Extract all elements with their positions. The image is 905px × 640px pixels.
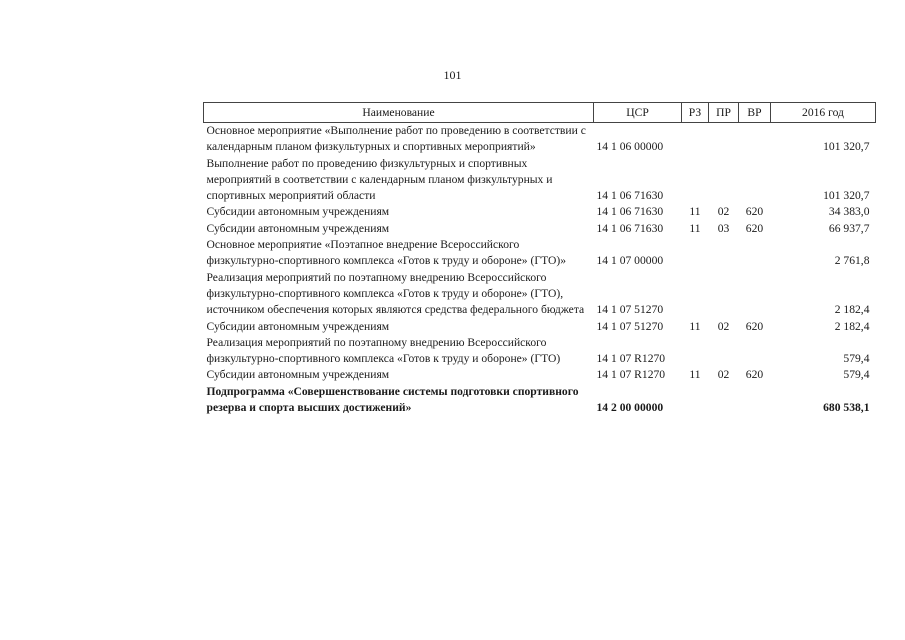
row-amount: 66 937,7 — [828, 221, 870, 235]
row-amount: 34 383,0 — [828, 205, 870, 219]
row-rz: 11 — [689, 319, 701, 333]
header-rz: РЗ — [682, 103, 709, 123]
row-name: Выполнение работ по проведению физкультурных и спортивных мероприятий в соответствии с календарным планом физкультурных и спортивных мероприятий области — [206, 156, 553, 203]
row-csr: 14 1 06 71630 — [596, 189, 664, 203]
row-csr: 14 1 07 R1270 — [596, 352, 666, 366]
row-csr: 14 1 06 71630 — [596, 205, 664, 219]
row-rz — [682, 237, 709, 270]
header-year: 2016 год — [771, 103, 876, 123]
row-csr: 14 1 07 51270 — [596, 303, 664, 317]
row-pr — [709, 123, 739, 156]
row-csr: 14 1 07 51270 — [596, 319, 664, 333]
row-vr: 620 — [745, 221, 764, 235]
row-amount: 579,4 — [843, 368, 870, 382]
table-row — [204, 221, 876, 237]
row-rz: 11 — [689, 221, 701, 235]
row-rz — [682, 335, 709, 368]
row-amount: 101 320,7 — [823, 140, 870, 154]
row-name: Субсидии автономным учреждениям — [206, 368, 390, 382]
row-name: Субсидии автономным учреждениям — [206, 221, 390, 235]
row-vr — [739, 123, 771, 156]
row-rz — [682, 156, 709, 205]
row-csr: 14 1 07 R1270 — [596, 368, 666, 382]
row-amount: 2 182,4 — [834, 303, 870, 317]
row-pr: 02 — [717, 368, 730, 382]
header-name: Наименование — [204, 103, 594, 123]
row-vr — [739, 384, 771, 417]
row-pr: 02 — [717, 319, 730, 333]
row-vr — [739, 156, 771, 205]
table-row-subprogram — [204, 384, 876, 417]
row-pr: 02 — [717, 205, 730, 219]
row-amount: 579,4 — [843, 352, 870, 366]
row-amount: 2 182,4 — [834, 319, 870, 333]
row-name: Субсидии автономным учреждениям — [206, 319, 390, 333]
row-pr — [709, 335, 739, 368]
table-row — [204, 237, 876, 270]
table-row — [204, 156, 876, 205]
row-name: Основное мероприятие «Выполнение работ по проведению в соответствии с календарным планом физкультурных и спортивных мероприятий» — [206, 124, 586, 154]
row-rz: 11 — [689, 368, 701, 382]
row-name: Подпрограмма «Совершенствование системы подготовки спортивного резерва и спорта высших достижений» — [206, 384, 579, 415]
row-name: Реализация мероприятий по поэтапному внедрению Всероссийского физкультурно-спортивного комплекса «Готов к труду и обороне» (ГТО), источником обеспечения которых являются средства федерального бюджета — [206, 270, 585, 317]
row-csr: 14 1 06 71630 — [596, 221, 664, 235]
header-vr: ВР — [739, 103, 771, 123]
row-vr — [739, 335, 771, 368]
row-name: Основное мероприятие «Поэтапное внедрение Всероссийского физкультурно-спортивного комплекса «Готов к труду и обороне» (ГТО)» — [206, 238, 567, 268]
header-pr: ПР — [709, 103, 739, 123]
row-amount: 101 320,7 — [823, 189, 870, 203]
table-header — [204, 103, 876, 123]
row-vr: 620 — [745, 205, 764, 219]
row-pr — [709, 270, 739, 319]
table-row — [204, 270, 876, 319]
row-csr: 14 1 07 00000 — [596, 254, 664, 268]
row-pr — [709, 237, 739, 270]
row-rz — [682, 270, 709, 319]
row-csr: 14 2 00 00000 — [596, 401, 664, 415]
header-row — [204, 103, 876, 123]
page-number: 101 — [443, 68, 462, 82]
row-csr: 14 1 06 00000 — [596, 140, 664, 154]
table-row — [204, 123, 876, 156]
table-row — [204, 319, 876, 335]
budget-table — [203, 102, 876, 416]
row-rz — [682, 384, 709, 417]
row-pr — [709, 156, 739, 205]
row-vr: 620 — [745, 319, 764, 333]
row-amount: 2 761,8 — [834, 254, 870, 268]
header-csr: ЦСР — [594, 103, 682, 123]
table-body — [204, 123, 876, 417]
row-vr — [739, 237, 771, 270]
row-pr: 03 — [717, 221, 730, 235]
row-rz — [682, 123, 709, 156]
table-row — [204, 367, 876, 383]
row-name: Субсидии автономным учреждениям — [206, 205, 390, 219]
row-pr — [709, 384, 739, 417]
table-row — [204, 335, 876, 368]
row-rz: 11 — [689, 205, 701, 219]
row-vr: 620 — [745, 368, 764, 382]
table-row — [204, 204, 876, 220]
row-amount: 680 538,1 — [823, 401, 870, 415]
row-vr — [739, 270, 771, 319]
row-name: Реализация мероприятий по поэтапному внедрению Всероссийского физкультурно-спортивного комплекса «Готов к труду и обороне» (ГТО) — [206, 335, 561, 366]
